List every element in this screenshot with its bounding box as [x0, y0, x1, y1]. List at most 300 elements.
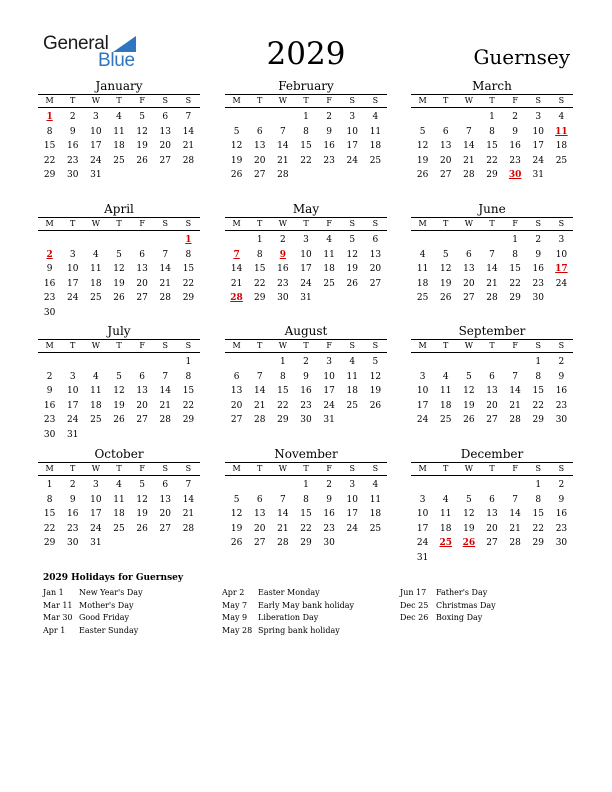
holiday-date: Jan 1 [43, 588, 64, 597]
day-cell: 27 [486, 415, 498, 425]
holiday-day-cell: 9 [279, 249, 286, 260]
day-cell: 27 [369, 278, 382, 289]
month-july [38, 324, 200, 442]
day-cell: 27 [253, 170, 266, 180]
day-cell: 23 [532, 278, 544, 289]
weekday-label: T [257, 96, 263, 105]
day-cell: 31 [532, 170, 544, 180]
month-february [225, 79, 387, 183]
day-cell: 7 [279, 126, 286, 137]
weekday-label: T [116, 464, 122, 473]
weekday-label: S [349, 219, 356, 228]
weekday-label: T [70, 219, 76, 228]
empty-cell [248, 110, 271, 125]
day-cell: 12 [346, 249, 358, 260]
day-cell: 8 [46, 126, 53, 137]
day-cell: 1 [489, 112, 495, 122]
empty-cell [434, 233, 457, 248]
day-cell: 23 [509, 155, 521, 166]
day-cell: 6 [256, 126, 263, 137]
day-grid [411, 110, 573, 183]
day-cell: 6 [256, 494, 263, 505]
day-cell: 16 [43, 400, 56, 411]
day-cell: 13 [486, 386, 498, 396]
day-cell: 1 [535, 357, 542, 367]
day-cell: 26 [230, 538, 243, 548]
day-cell: 7 [489, 249, 495, 260]
day-cell: 11 [369, 126, 382, 137]
day-cell: 7 [512, 494, 518, 505]
day-cell: 11 [90, 264, 102, 274]
weekday-label: T [443, 464, 449, 473]
day-cell: 11 [439, 509, 452, 519]
day-cell: 31 [90, 170, 102, 180]
day-cell: 11 [369, 494, 382, 505]
day-cell: 21 [509, 400, 521, 411]
day-cell: 30 [66, 170, 79, 180]
day-cell: 16 [66, 141, 79, 151]
day-cell: 15 [300, 509, 312, 519]
day-cell: 6 [465, 249, 472, 260]
day-cell: 29 [182, 415, 195, 425]
day-cell: 15 [182, 386, 195, 396]
weekday-label: M [418, 341, 427, 350]
day-cell: 19 [439, 278, 452, 289]
holiday-date: Mar 30 [43, 613, 73, 622]
day-cell: 16 [300, 386, 312, 396]
day-cell: 15 [509, 264, 521, 274]
holiday-entry [222, 600, 354, 613]
weekday-label: W [91, 96, 100, 105]
empty-cell [480, 355, 503, 370]
holidays-column [222, 587, 354, 637]
day-cell: 28 [463, 170, 475, 180]
weekday-header [411, 94, 573, 108]
empty-cell [225, 233, 248, 248]
weekday-label: F [326, 219, 332, 228]
weekday-label: T [303, 464, 309, 473]
day-cell: 12 [113, 386, 125, 396]
day-cell: 23 [300, 400, 312, 411]
day-cell: 27 [486, 538, 498, 548]
day-cell: 21 [159, 278, 171, 289]
weekday-label: F [139, 96, 145, 105]
day-cell: 9 [535, 249, 542, 260]
day-cell: 2 [535, 235, 542, 245]
weekday-label: S [162, 464, 169, 473]
day-cell: 16 [555, 509, 568, 519]
day-cell: 7 [256, 371, 263, 382]
weekday-label: W [91, 341, 100, 350]
holiday-day-cell: 1 [46, 112, 53, 122]
day-cell: 18 [369, 141, 382, 151]
weekday-label: T [303, 96, 309, 105]
day-grid [225, 233, 387, 306]
holiday-name: Good Friday [79, 613, 130, 622]
day-cell: 26 [230, 170, 243, 180]
day-cell: 25 [346, 400, 358, 411]
day-cell: 16 [509, 141, 521, 151]
day-cell: 2 [46, 371, 53, 382]
day-cell: 9 [558, 494, 565, 505]
empty-cell [457, 233, 480, 248]
day-cell: 30 [532, 293, 544, 303]
calendar-year: 2029 [266, 36, 346, 72]
weekday-header [38, 462, 200, 476]
day-cell: 21 [277, 523, 289, 534]
day-cell: 13 [439, 141, 452, 151]
holiday-name: Early May bank holiday [258, 600, 355, 610]
month-name: April [104, 202, 134, 216]
day-cell: 24 [323, 400, 335, 411]
day-cell: 18 [555, 141, 568, 151]
empty-cell [154, 233, 177, 248]
day-cell: 26 [463, 415, 475, 425]
day-cell: 1 [256, 235, 263, 245]
holiday-name: New Year's Day [79, 588, 143, 597]
day-cell: 26 [113, 415, 125, 425]
day-cell: 5 [139, 112, 145, 122]
weekday-label: S [535, 96, 542, 105]
weekday-label: F [512, 341, 518, 350]
day-cell: 13 [136, 386, 148, 396]
day-cell: 17 [90, 141, 102, 151]
day-grid [225, 355, 387, 428]
month-name: February [278, 79, 334, 93]
day-cell: 13 [486, 509, 498, 519]
month-december [411, 447, 573, 565]
day-cell: 21 [159, 400, 171, 411]
day-cell: 27 [253, 538, 266, 548]
day-cell: 22 [182, 400, 195, 411]
weekday-label: T [70, 464, 76, 473]
day-cell: 7 [185, 112, 192, 122]
holiday-entry [43, 612, 143, 625]
day-cell: 19 [463, 523, 475, 534]
day-cell: 17 [300, 264, 312, 274]
day-cell: 11 [416, 264, 429, 274]
day-cell: 5 [116, 371, 122, 382]
day-cell: 1 [303, 112, 309, 122]
day-cell: 12 [416, 141, 429, 151]
day-cell: 10 [300, 249, 312, 260]
day-cell: 26 [136, 155, 148, 166]
holiday-entry [222, 612, 354, 625]
holiday-day-cell: 30 [508, 170, 522, 180]
day-cell: 2 [279, 235, 286, 245]
weekday-label: S [535, 219, 542, 228]
day-cell: 6 [489, 371, 495, 382]
day-cell: 25 [369, 523, 382, 534]
day-cell: 14 [463, 141, 475, 151]
holiday-day-cell: 17 [555, 264, 568, 274]
day-cell: 14 [277, 509, 289, 519]
day-cell: 29 [253, 293, 266, 303]
day-cell: 23 [555, 400, 568, 411]
day-cell: 29 [532, 415, 544, 425]
holiday-name: Mother's Day [79, 600, 134, 610]
day-cell: 17 [532, 141, 544, 151]
calendar-country: Guernsey [473, 45, 570, 69]
day-cell: 30 [300, 415, 312, 425]
holiday-day-cell: 26 [462, 538, 476, 548]
weekday-label: W [464, 219, 473, 228]
day-cell: 15 [182, 264, 195, 274]
day-cell: 12 [439, 264, 452, 274]
day-cell: 20 [136, 400, 148, 411]
day-cell: 22 [300, 523, 312, 534]
day-cell: 31 [323, 415, 335, 425]
day-cell: 2 [326, 480, 332, 490]
holiday-entry [43, 625, 143, 638]
day-cell: 20 [159, 141, 171, 151]
empty-cell [271, 478, 294, 493]
holiday-date: Dec 25 [400, 600, 429, 610]
day-cell: 15 [43, 509, 56, 519]
day-cell: 25 [369, 155, 382, 166]
day-cell: 9 [303, 371, 309, 382]
day-cell: 29 [509, 293, 521, 303]
empty-cell [480, 233, 503, 248]
day-cell: 20 [159, 509, 171, 519]
day-cell: 14 [509, 386, 521, 396]
day-cell: 18 [90, 400, 102, 411]
day-cell: 24 [346, 523, 358, 534]
day-cell: 9 [326, 494, 332, 505]
empty-cell [411, 110, 434, 125]
day-cell: 11 [90, 386, 102, 396]
holiday-date: Dec 26 [400, 613, 429, 622]
day-cell: 29 [43, 170, 56, 180]
day-cell: 9 [512, 126, 518, 137]
day-cell: 4 [372, 480, 379, 490]
day-cell: 31 [90, 538, 102, 548]
holiday-entry [222, 625, 354, 638]
weekday-label: S [558, 219, 565, 228]
day-cell: 8 [185, 371, 192, 382]
day-cell: 11 [346, 371, 358, 382]
weekday-label: F [139, 341, 145, 350]
holiday-entry [222, 587, 354, 600]
day-cell: 31 [416, 552, 429, 563]
day-cell: 10 [66, 264, 79, 274]
day-cell: 13 [369, 249, 382, 260]
empty-cell [61, 233, 84, 248]
weekday-label: S [349, 341, 356, 350]
day-cell: 30 [66, 538, 79, 548]
weekday-label: S [372, 219, 379, 228]
day-cell: 1 [303, 480, 309, 490]
day-grid [38, 355, 200, 442]
empty-cell [61, 355, 84, 370]
month-october [38, 447, 200, 551]
holiday-day-cell: 7 [233, 249, 240, 260]
day-cell: 5 [465, 494, 472, 505]
day-grid [38, 110, 200, 183]
day-cell: 25 [90, 415, 102, 425]
day-cell: 22 [277, 400, 289, 411]
month-january [38, 79, 200, 183]
day-cell: 5 [116, 249, 122, 260]
weekday-label: M [418, 96, 427, 105]
weekday-header [411, 339, 573, 353]
day-grid [38, 233, 200, 320]
weekday-label: W [464, 96, 473, 105]
day-cell: 15 [300, 141, 312, 151]
month-name: January [95, 79, 143, 93]
day-cell: 6 [233, 371, 240, 382]
day-cell: 3 [69, 249, 76, 260]
empty-cell [131, 233, 154, 248]
day-cell: 13 [463, 264, 475, 274]
holiday-day-cell: 25 [439, 538, 452, 548]
day-cell: 2 [303, 357, 309, 367]
day-cell: 2 [326, 112, 332, 122]
day-cell: 27 [159, 523, 171, 534]
day-cell: 4 [326, 235, 332, 245]
holiday-day-cell: 28 [230, 293, 243, 303]
day-cell: 6 [162, 112, 169, 122]
weekday-label: S [185, 219, 192, 228]
empty-cell [457, 110, 480, 125]
day-cell: 17 [90, 509, 102, 519]
weekday-label: F [512, 219, 518, 228]
holiday-name: Easter Monday [258, 588, 320, 597]
day-cell: 15 [532, 386, 544, 396]
month-september [411, 324, 573, 428]
day-cell: 3 [558, 235, 565, 245]
day-cell: 19 [369, 386, 382, 396]
weekday-header [225, 94, 387, 108]
day-cell: 24 [90, 155, 102, 166]
day-cell: 2 [69, 480, 76, 490]
day-cell: 23 [43, 293, 56, 303]
weekday-label: S [535, 464, 542, 473]
day-cell: 10 [532, 126, 544, 137]
day-cell: 20 [253, 155, 266, 166]
day-cell: 14 [159, 386, 171, 396]
day-cell: 24 [416, 415, 429, 425]
holiday-name: Easter Sunday [79, 625, 139, 635]
day-cell: 8 [46, 494, 53, 505]
day-cell: 1 [279, 357, 286, 367]
holiday-date: Apr 1 [43, 625, 66, 635]
day-cell: 18 [323, 264, 335, 274]
day-cell: 24 [66, 293, 79, 303]
weekday-label: T [70, 96, 76, 105]
holiday-name: Spring bank holiday [258, 625, 340, 635]
day-cell: 14 [486, 264, 498, 274]
weekday-label: M [232, 96, 241, 105]
day-cell: 23 [555, 523, 568, 534]
weekday-label: M [45, 96, 54, 105]
day-cell: 10 [90, 126, 102, 137]
day-cell: 3 [419, 494, 426, 505]
empty-cell [107, 355, 130, 370]
empty-cell [411, 355, 434, 370]
day-cell: 20 [369, 264, 382, 274]
day-cell: 15 [532, 509, 544, 519]
weekday-label: T [489, 341, 495, 350]
holiday-name: Boxing Day [436, 613, 483, 622]
weekday-label: S [535, 341, 542, 350]
weekday-header [38, 339, 200, 353]
day-cell: 25 [416, 293, 429, 303]
day-cell: 29 [300, 538, 312, 548]
day-cell: 3 [349, 480, 356, 490]
day-cell: 22 [253, 278, 266, 289]
day-cell: 14 [182, 126, 195, 137]
day-cell: 27 [136, 293, 148, 303]
weekday-label: W [91, 464, 100, 473]
day-cell: 3 [92, 112, 99, 122]
day-cell: 12 [463, 386, 475, 396]
day-cell: 5 [349, 235, 356, 245]
weekday-label: W [278, 464, 287, 473]
empty-cell [38, 355, 61, 370]
day-cell: 7 [465, 126, 472, 137]
empty-cell [225, 478, 248, 493]
day-cell: 29 [532, 538, 544, 548]
day-cell: 19 [230, 155, 243, 166]
day-cell: 23 [66, 155, 79, 166]
weekday-label: S [162, 219, 169, 228]
day-cell: 8 [185, 249, 192, 260]
day-cell: 18 [439, 523, 452, 534]
day-cell: 19 [463, 400, 475, 411]
day-cell: 19 [346, 264, 358, 274]
day-cell: 19 [416, 155, 429, 166]
day-cell: 30 [555, 415, 568, 425]
day-cell: 28 [509, 538, 521, 548]
day-cell: 7 [162, 371, 169, 382]
day-cell: 15 [486, 141, 498, 151]
day-cell: 3 [535, 112, 542, 122]
day-cell: 22 [532, 400, 544, 411]
day-cell: 31 [66, 429, 79, 440]
day-cell: 16 [277, 264, 289, 274]
day-cell: 28 [159, 415, 171, 425]
weekday-label: F [139, 219, 145, 228]
weekday-label: W [91, 219, 100, 228]
weekday-label: W [278, 341, 287, 350]
day-cell: 10 [416, 386, 429, 396]
day-cell: 7 [279, 494, 286, 505]
empty-cell [457, 478, 480, 493]
day-cell: 23 [323, 523, 335, 534]
day-cell: 8 [512, 249, 518, 260]
day-cell: 19 [113, 400, 125, 411]
day-cell: 23 [43, 415, 56, 425]
day-cell: 5 [233, 126, 240, 137]
logo-text-blue: Blue [98, 50, 135, 71]
weekday-label: M [418, 464, 427, 473]
weekday-label: F [326, 464, 332, 473]
weekday-label: M [45, 341, 54, 350]
day-cell: 28 [159, 293, 171, 303]
day-cell: 27 [463, 293, 475, 303]
day-cell: 22 [532, 523, 544, 534]
day-cell: 18 [346, 386, 358, 396]
weekday-label: S [372, 341, 379, 350]
empty-cell [504, 478, 527, 493]
weekday-label: S [185, 96, 192, 105]
day-cell: 14 [182, 494, 195, 505]
empty-cell [434, 110, 457, 125]
weekday-label: F [326, 341, 332, 350]
day-cell: 22 [486, 155, 498, 166]
day-cell: 9 [46, 264, 53, 274]
